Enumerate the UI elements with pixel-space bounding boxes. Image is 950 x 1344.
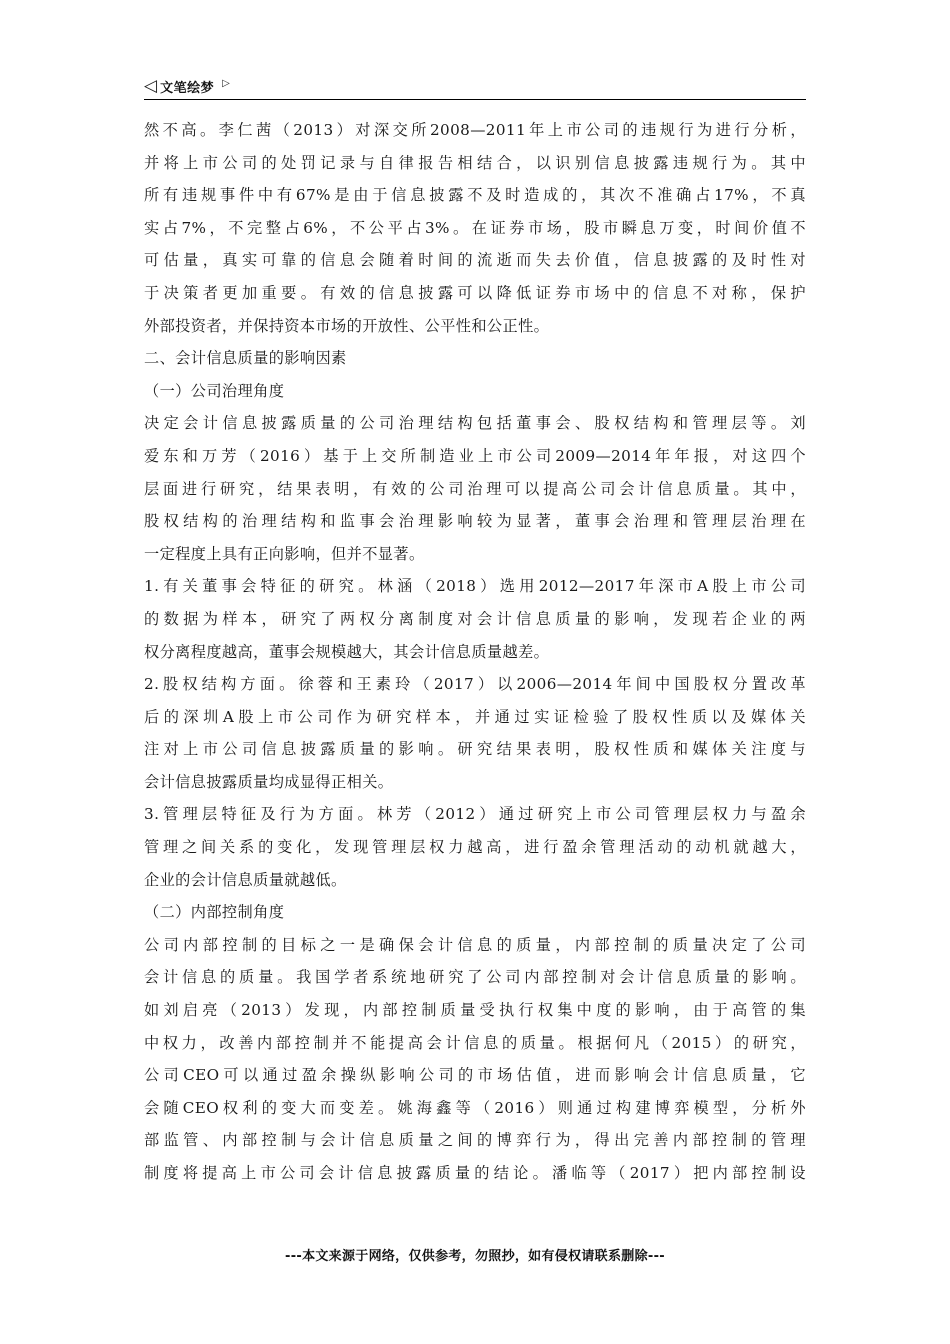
text-line: 外部投资者，并保持资本市场的开放性、公平性和公正性。 <box>144 316 550 335</box>
text-line: 中权力，改善内部控制并不能提高会计信息的质量。根据何凡（2015）的研究， <box>144 1033 806 1052</box>
page-footer: ---本文来源于网络，仅供参考，勿照抄，如有侵权请联系删除--- <box>285 1249 665 1264</box>
text-line: 爱东和万芳（2016）基于上交所制造业上市公司2009—2014年年报，对这四个 <box>144 446 806 465</box>
text-line: 注对上市公司信息披露质量的影响。研究结果表明，股权性质和媒体关注度与 <box>144 740 806 759</box>
text-line: 3.管理层特征及行为方面。林芳（2012）通过研究上市公司管理层权力与盈余 <box>144 805 806 824</box>
text-line: 会随CEO权利的变大而变差。姚海鑫等（2016）则通过构建博弈模型，分析外 <box>144 1098 806 1117</box>
text-line: 股权结构的治理结构和监事会治理影响较为显著，董事会治理和管理层治理在 <box>144 512 806 531</box>
text-line: 公司CEO可以通过盈余操纵影响公司的市场估值，进而影响会计信息质量，它 <box>144 1066 806 1085</box>
subsection-heading: （二）内部控制角度 <box>144 903 285 922</box>
text-line: 1.有关董事会特征的研究。林涵（2018）选用2012—2017年深市A股上市公司 <box>144 577 806 596</box>
text-line: 2.股权结构方面。徐蓉和王素玲（2017）以2006—2014年间中国股权分置改革 <box>144 675 806 694</box>
text-line: 管理之间关系的变化，发现管理层权力越高，进行盈余管理活动的动机就越大， <box>144 838 806 857</box>
text-line: 层面进行研究，结果表明，有效的公司治理可以提高公司会计信息质量。其中， <box>144 479 806 498</box>
text-line: 会计信息披露质量均成显得正相关。 <box>144 772 394 791</box>
text-line: 于决策者更加重要。有效的信息披露可以降低证券市场中的信息不对称，保护 <box>144 283 806 302</box>
text-line: 一定程度上具有正向影响，但并不显著。 <box>144 544 425 563</box>
text-line: 制度将提高上市公司会计信息披露质量的结论。潘临等（2017）把内部控制设 <box>144 1164 806 1182</box>
section-heading: 二、会计信息质量的影响因素 <box>144 349 347 368</box>
header-brand: 文笔绘梦 <box>160 80 215 96</box>
text-line: 会计信息的质量。我国学者系统地研究了公司内部控制对会计信息质量的影响。 <box>144 968 806 987</box>
text-line: 然不高。李仁茜（2013）对深交所2008—2011年上市公司的违规行为进行分析， <box>144 121 806 139</box>
text-line: 的数据为样本，研究了两权分离制度对会计信息质量的影响，发现若企业的两 <box>144 609 806 628</box>
text-line: 后的深圳A股上市公司作为研究样本，并通过实证检验了股权性质以及媒体关 <box>144 707 806 726</box>
text-line: 部监管、内部控制与会计信息质量之间的博弈行为，得出完善内部控制的管理 <box>144 1131 806 1150</box>
triangle-left-icon: ◁ <box>144 75 158 96</box>
text-line: 所有违规事件中有67%是由于信息披露不及时造成的，其次不准确占17%，不真 <box>144 186 806 205</box>
subsection-heading: （一）公司治理角度 <box>144 381 285 400</box>
document-body <box>144 114 806 1190</box>
text-line: 权分离程度越高，董事会规模越大，其会计信息质量越差。 <box>144 642 550 661</box>
header-divider <box>144 99 806 100</box>
text-line: 决定会计信息披露质量的公司治理结构包括董事会、股权结构和管理层等。刘 <box>144 414 806 433</box>
text-line: 实占7%，不完整占6%，不公平占3%。在证券市场，股市瞬息万变，时间价值不 <box>144 218 806 237</box>
triangle-right-icon: ▷ <box>222 77 230 89</box>
text-line: 企业的会计信息质量就越低。 <box>144 870 347 889</box>
text-line: 公司内部控制的目标之一是确保会计信息的质量，内部控制的质量决定了公司 <box>144 935 806 954</box>
text-line: 并将上市公司的处罚记录与自律报告相结合，以识别信息披露违规行为。其中 <box>144 153 806 172</box>
text-line: 如刘启亮（2013）发现，内部控制质量受执行权集中度的影响，由于高管的集 <box>144 1001 806 1020</box>
text-line: 可估量，真实可靠的信息会随着时间的流逝而失去价值，信息披露的及时性对 <box>144 251 806 270</box>
page-header <box>144 74 804 98</box>
